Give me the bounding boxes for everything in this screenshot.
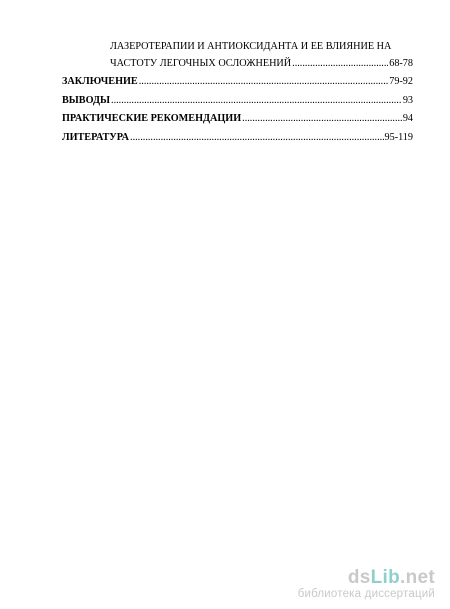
toc-entry-title: ЗАКЛЮЧЕНИЕ xyxy=(62,76,138,87)
watermark xyxy=(298,568,435,601)
toc-entry-title: ВЫВОДЫ xyxy=(62,95,111,106)
toc-entry-conclusion xyxy=(62,76,413,88)
toc-entry-pages: 94 xyxy=(402,113,413,124)
logo-accent: Lib xyxy=(370,567,401,588)
toc-entry-recommendations xyxy=(62,113,413,125)
dot-leader xyxy=(242,113,402,125)
logo-prefix: ds xyxy=(347,567,371,588)
toc-entry-pages: 95-119 xyxy=(384,132,413,143)
dot-leader xyxy=(139,76,389,88)
logo-suffix: .net xyxy=(400,567,435,588)
dot-leader xyxy=(111,95,402,107)
toc-entry-findings xyxy=(62,95,413,107)
toc-entry-title: ПРАКТИЧЕСКИЕ РЕКОМЕНДАЦИИ xyxy=(62,113,242,124)
toc-continued-pages: 68-78 xyxy=(389,58,413,69)
toc-continued-title-line2: ЧАСТОТУ ЛЕГОЧНЫХ ОСЛОЖНЕНИЙ xyxy=(110,58,292,69)
watermark-tagline: библиотека диссертаций xyxy=(297,588,435,600)
toc-entry-pages: 79-92 xyxy=(389,76,413,87)
toc-entry-title: ЛИТЕРАТУРА xyxy=(62,132,130,143)
dot-leader xyxy=(130,132,383,144)
toc-entry-pages: 93 xyxy=(402,95,413,106)
toc-entry-continued xyxy=(110,58,413,70)
toc-continued-title-line1: ЛАЗЕРОТЕРАПИИ И АНТИОКСИДАНТА И ЕЕ ВЛИЯНИЕ НА xyxy=(110,41,392,52)
toc-entry-literature xyxy=(62,132,413,144)
dot-leader xyxy=(292,58,388,70)
watermark-logo xyxy=(298,568,435,588)
